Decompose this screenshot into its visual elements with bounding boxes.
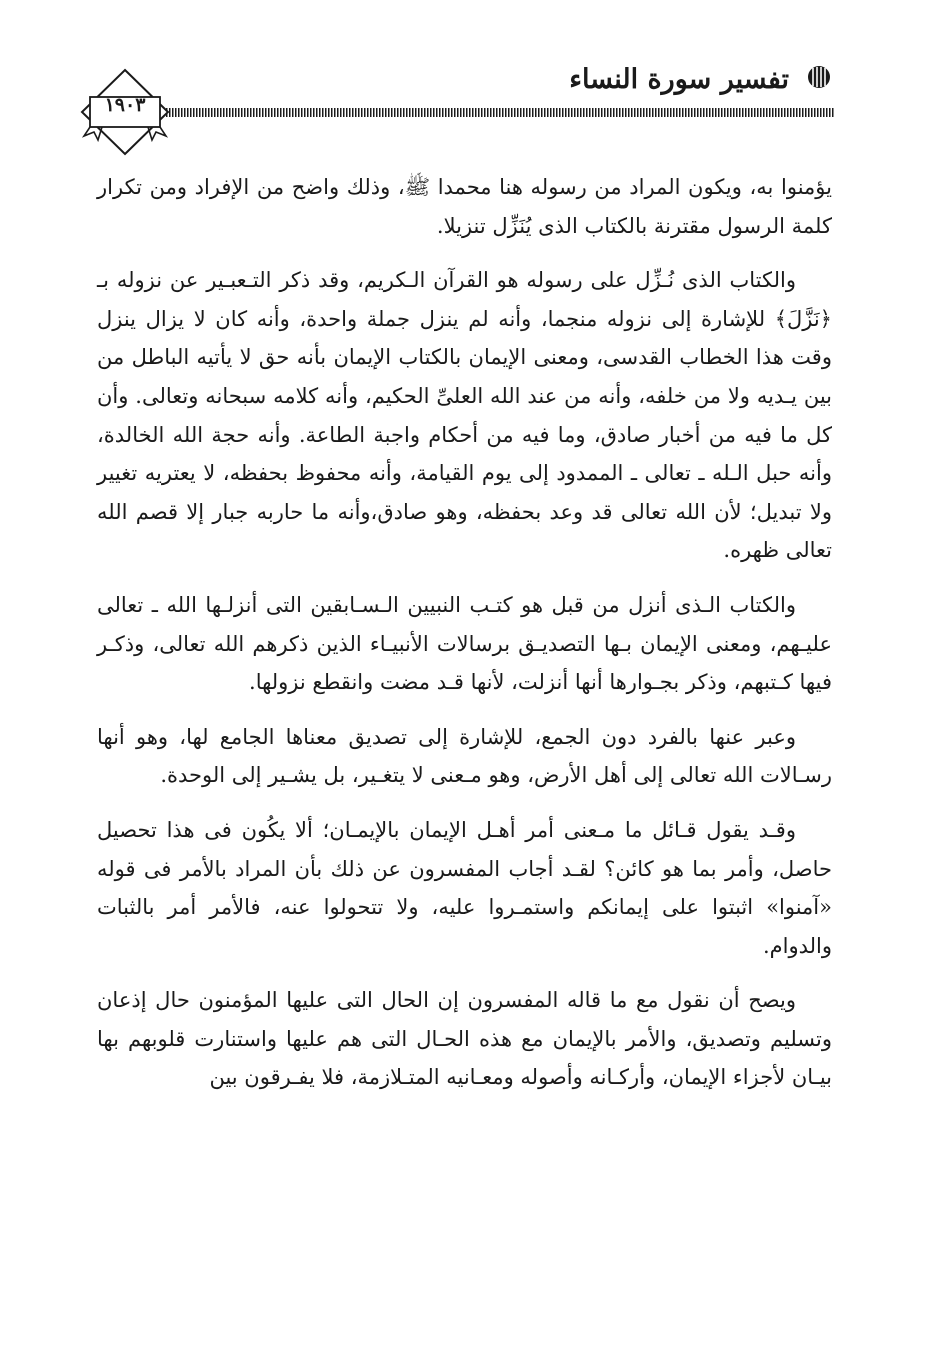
paragraph: وقـد يقول قـائل ما مـعنى أمر أهـل الإيمان بالإيمـان؛ ألا يكُون فى هذا تحصيل حاصل، وأمر بما هو كائن؟ لقـد أجاب المفسرون عن ذلك بأن المراد بالأمر فى قوله «آمنوا» اثبتوا على إيمانكم واستمـروا عليه، ولا تتحولوا عنه، فالأمر أمر بالثبات والدوام. <box>97 817 832 958</box>
page-body <box>97 168 832 1113</box>
header-rule <box>160 108 834 117</box>
header-ornament-icon <box>804 62 834 92</box>
paragraph: والكتاب الـذى أنزل من قبل هو كتـب النبيين الـسـابقين التى أنزلـها الله ـ تعالى عليـهم، ومعنى الإيمان بـها التصديـق برسالات الأنبيـاء الذين ذكرهم الله تعالى، وذكـر فيها كـتبهم، وذكر بجـوارها أنها أنزلت، لأنها قـد مضت وانقطع نزولها. <box>97 592 832 695</box>
paragraph: والكتاب الذى نُـزِّل على رسوله هو القرآن الـكريم، وقد ذكر التـعبـير عن نزوله بـ ﴿نَزَّلَ﴾ للإشارة إلى نزوله منجما، وأنه لم ينزل جملة واحدة، وأنه كان لا يزال ينزل وقت هذا الخطاب القدسى، ومعنى الإيمان بالكتاب الإيمان بأنه حق لا يأتيه الباطل من بين يـديه ولا من خلفه، وأنه من عند الله العلىِّ الحكيم، وأنه كلامه سبحانه وتعالى. وأن كل ما فيه من أخبار صادق، وما فيه من أحكام واجبة الطاعة. وأنه حجة الله الخالدة، وأنه حبل الـله ـ تعالى ـ الممدود إلى يوم القيامة، وأنه محفوظ بحفظه، لا يعتريه تغيير ولا تبديل؛ لأن الله تعالى قد وعد بحفظه، وهو صادق،وأنه ما حاربه جبار إلا قصم الله تعالى ظهره. <box>97 268 832 563</box>
paragraph: يؤمنوا به، ويكون المراد من رسوله هنا محمدا ﷺ، وذلك واضح من الإفراد ومن تكرار كلمة الرسول مقترنة بالكتاب الذى يُنَزِّل تنزيلا. <box>97 175 832 238</box>
paragraph: ويصح أن نقول مع ما قاله المفسرون إن الحال التى عليها المؤمنون حال إذعان وتسليم وتصديق، والأمر بالإيمان مع هذه الحـال التى هم عليها واستنارت قلوبهم بها بيـان لأجزاء الإيمان، وأركـانه وأصوله ومعـانيه المتـلازمة، فلا يفـرقون بين <box>97 988 832 1090</box>
page-header-title: تفسير سورة النساء <box>569 64 789 95</box>
paragraph: وعبر عنها بالفرد دون الجمع، للإشارة إلى تصديق معناها الجامع لها، وهو أنها رسـالات الله تعالى إلى أهل الأرض، وهو مـعنى لا يتغـير، بل يشـير إلى الوحدة. <box>97 724 832 788</box>
page-number: ١٩٠٣ <box>104 94 146 116</box>
